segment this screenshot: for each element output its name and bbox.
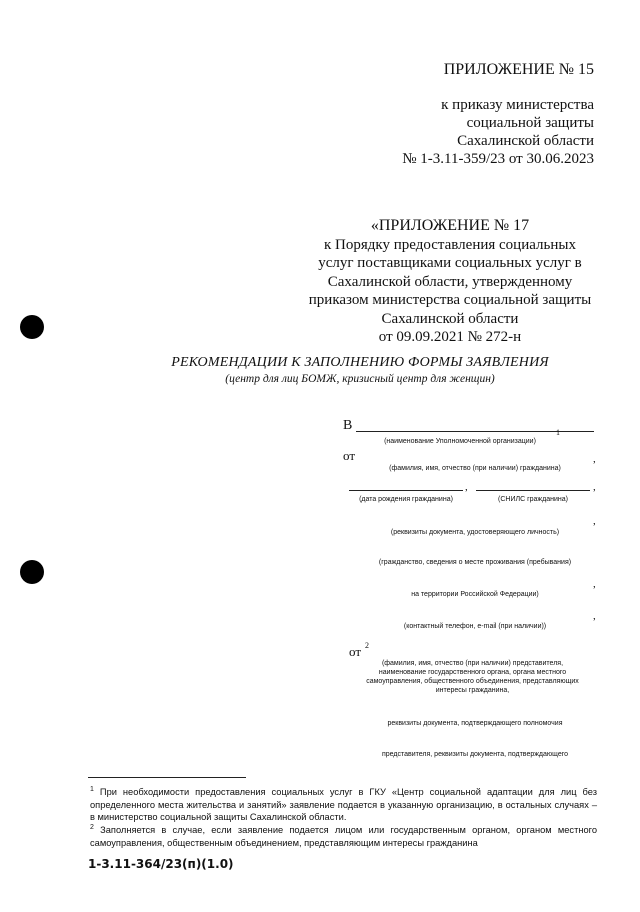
from-caption: (фамилия, имя, отчество (при наличии) гражданина) [389, 465, 561, 472]
from2-label: от [349, 644, 362, 659]
footnote-separator [88, 777, 246, 778]
recommendations-subtitle: (центр для лиц БОМЖ, кризисный центр для женщин) [225, 373, 495, 385]
rep-caption-line: интересы гражданина, [435, 687, 510, 694]
document-code: 1-3.11-364/23(п)(1.0) [88, 857, 234, 871]
territory-caption: на территории Российской Федерации) [411, 591, 539, 598]
inner-appendix-title: «ПРИЛОЖЕНИЕ № 17 [370, 217, 530, 234]
footnote-2-text: Заполняется в случае, если заявление подается лицом или государственным органом, органом местного самоуправления, общественным объединением, представляющим интересы гражданина [90, 825, 597, 848]
citizenship-caption: (гражданство, сведения о месте проживания (пребывания) [378, 559, 572, 566]
inner-line: от 09.09.2021 № 272-н [378, 329, 522, 345]
footnote-1-mark: 1 [90, 786, 94, 793]
footnote-1-text: При необходимости предоставления социальных услуг в ГКУ «Центр социальной адаптации для лиц без определенного места жительства и занятий» заявление подается в указанную организацию, в остальных случаях – в министерство социальной защиты Сахалинской области. [90, 787, 597, 823]
to-caption: (наименование Уполномоченной организации) [384, 438, 536, 445]
snils-line [476, 490, 590, 491]
representative-caption [340, 659, 605, 695]
birth-caption: (дата рождения гражданина) [359, 496, 453, 503]
recommendations-title: РЕКОМЕНДАЦИИ К ЗАПОЛНЕНИЮ ФОРМЫ ЗАЯВЛЕНИЯ [171, 355, 549, 370]
rep-doc2-caption: представителя, реквизиты документа, подтверждающего [381, 751, 569, 758]
birth-line [349, 490, 463, 491]
footnote-mark-1: 1 [556, 428, 560, 437]
snils-caption: (СНИЛС гражданина) [498, 496, 568, 503]
comma: , [593, 481, 596, 493]
comma: , [593, 515, 596, 527]
order-line: Сахалинской области [457, 133, 594, 149]
comma: , [593, 453, 596, 465]
comma: , [465, 481, 468, 493]
rep-caption-line: наименование государственного органа, органа местного [378, 669, 567, 676]
order-line: социальной защиты [466, 115, 594, 131]
punch-hole-top [20, 315, 44, 339]
rep-caption-line: (фамилия, имя, отчество (при наличии) представителя, [381, 660, 564, 667]
appendix-title: ПРИЛОЖЕНИЕ № 15 [443, 61, 594, 78]
comma: , [593, 578, 596, 590]
footnote-2 [90, 822, 597, 849]
order-line: к приказу министерства [441, 97, 594, 113]
footnote-2-mark: 2 [90, 824, 94, 831]
inner-line: Сахалинской области [381, 310, 519, 327]
inner-line: к Порядку предоставления социальных [324, 236, 576, 253]
footnote-1 [90, 784, 597, 824]
footnote-mark-2: 2 [365, 641, 369, 650]
from-label: от [343, 448, 356, 463]
comma: , [593, 610, 596, 622]
contact-caption: (контактный телефон, e-mail (при наличии)) [403, 623, 547, 630]
rep-caption-line: самоуправления, общественного объединения, представляющих [366, 678, 579, 685]
id-caption: (реквизиты документа, удостоверяющего личность) [390, 529, 560, 536]
to-label: В [343, 418, 353, 433]
inner-line: Сахалинской области, утвержденному [327, 273, 573, 290]
order-line: № 1-3.11-359/23 от 30.06.2023 [402, 151, 594, 167]
rep-doc-caption: реквизиты документа, подтверждающего полномочия [387, 720, 563, 727]
inner-line: услуг поставщиками социальных услуг в [318, 255, 582, 271]
inner-line: приказом министерства социальной защиты [308, 292, 592, 308]
inner-appendix [290, 217, 610, 347]
order-reference [402, 96, 594, 168]
punch-hole-bottom [20, 560, 44, 584]
